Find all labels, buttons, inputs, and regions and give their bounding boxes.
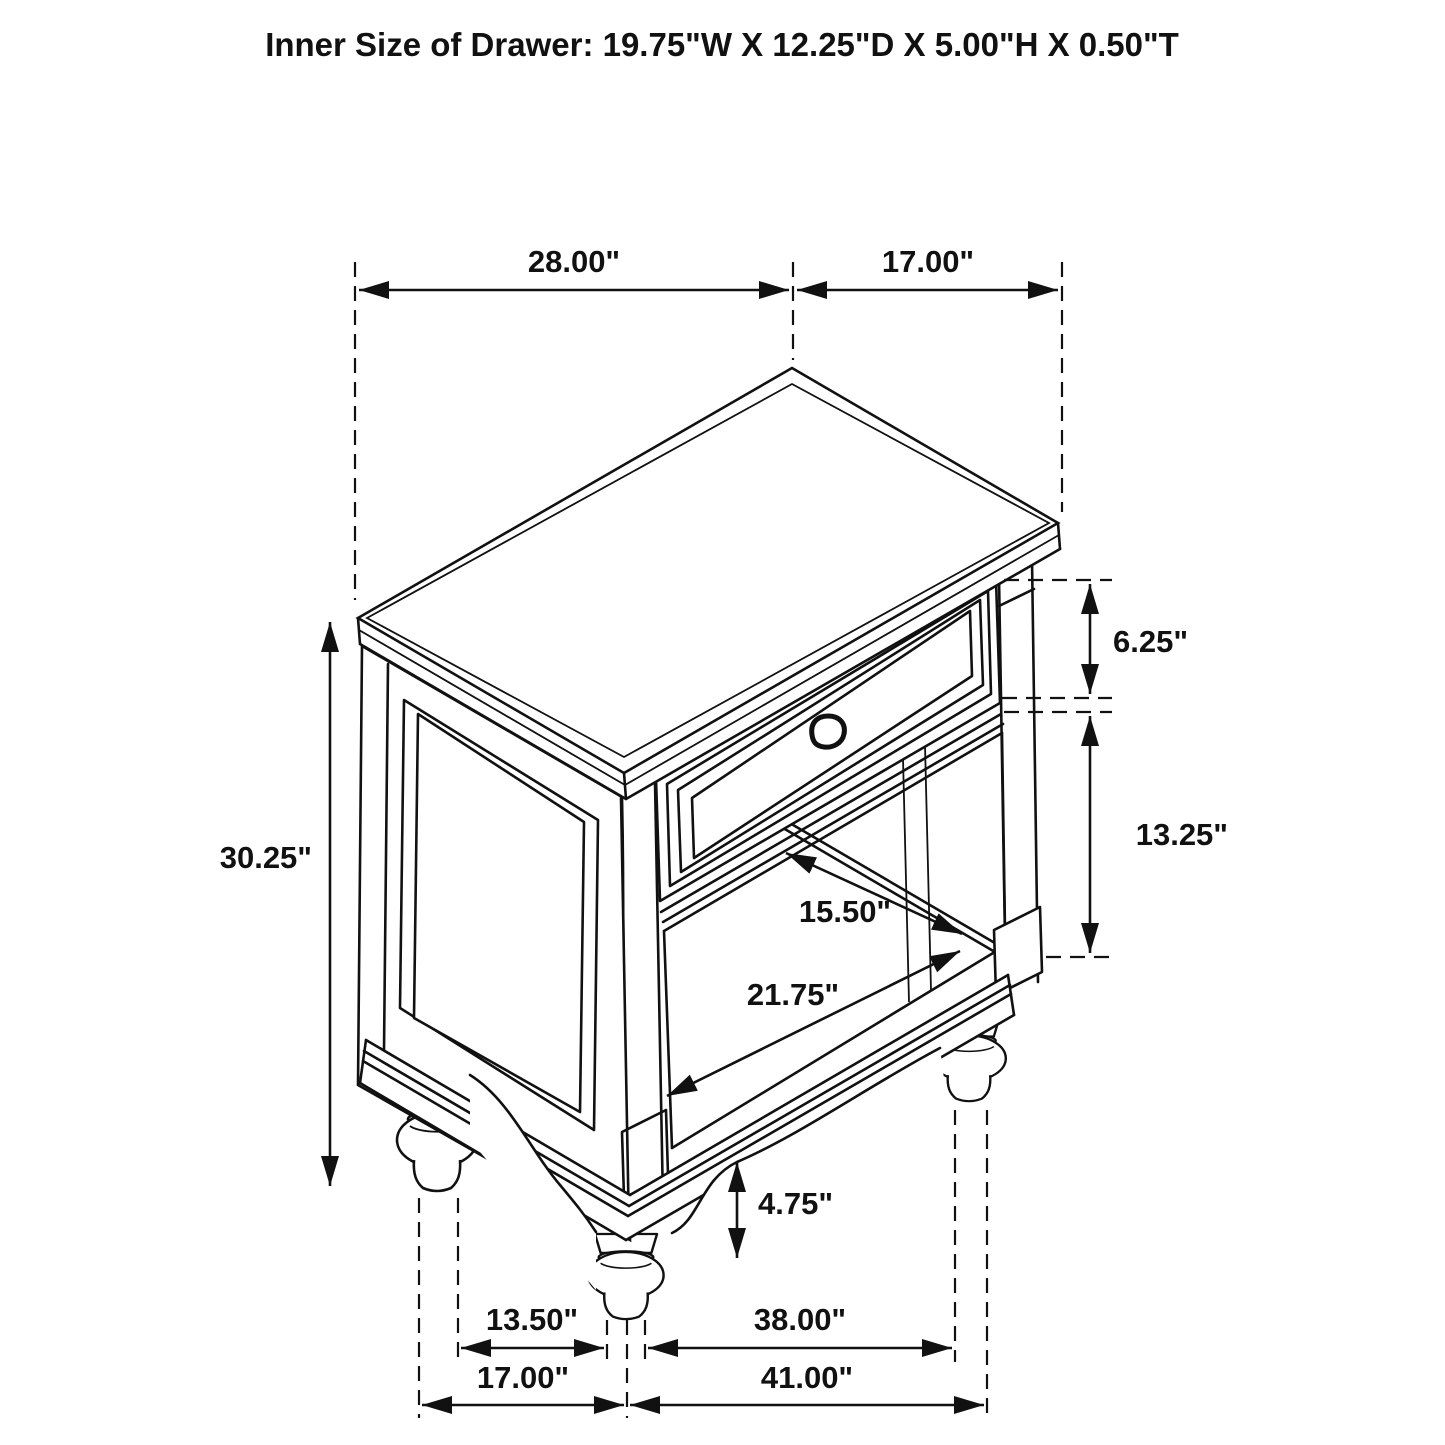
page-title: Inner Size of Drawer: 19.75"W X 12.25"D X 5.00"H X 0.50"T <box>265 26 1179 63</box>
dim-floor-width: 41.00" <box>760 1360 854 1395</box>
dim-floor-depth: 17.00" <box>476 1360 570 1395</box>
dim-top-depth: 17.00" <box>881 244 975 279</box>
dim-shelf-width: 21.75" <box>746 977 840 1012</box>
dim-front-leg-spacing: 38.00" <box>753 1302 847 1337</box>
dim-side-leg-spacing: 13.50" <box>485 1302 579 1337</box>
dim-apron-to-floor: 4.75" <box>758 1186 834 1221</box>
dim-overall-height: 30.25" <box>219 840 312 875</box>
dim-shelf-depth: 15.50" <box>798 894 892 929</box>
dim-opening-height: 13.25" <box>1135 817 1228 852</box>
nightstand-illustration <box>358 368 1060 1319</box>
dim-top-width: 28.00" <box>527 244 621 279</box>
front-leg <box>588 1234 663 1319</box>
dim-drawer-height: 6.25" <box>1113 624 1189 659</box>
